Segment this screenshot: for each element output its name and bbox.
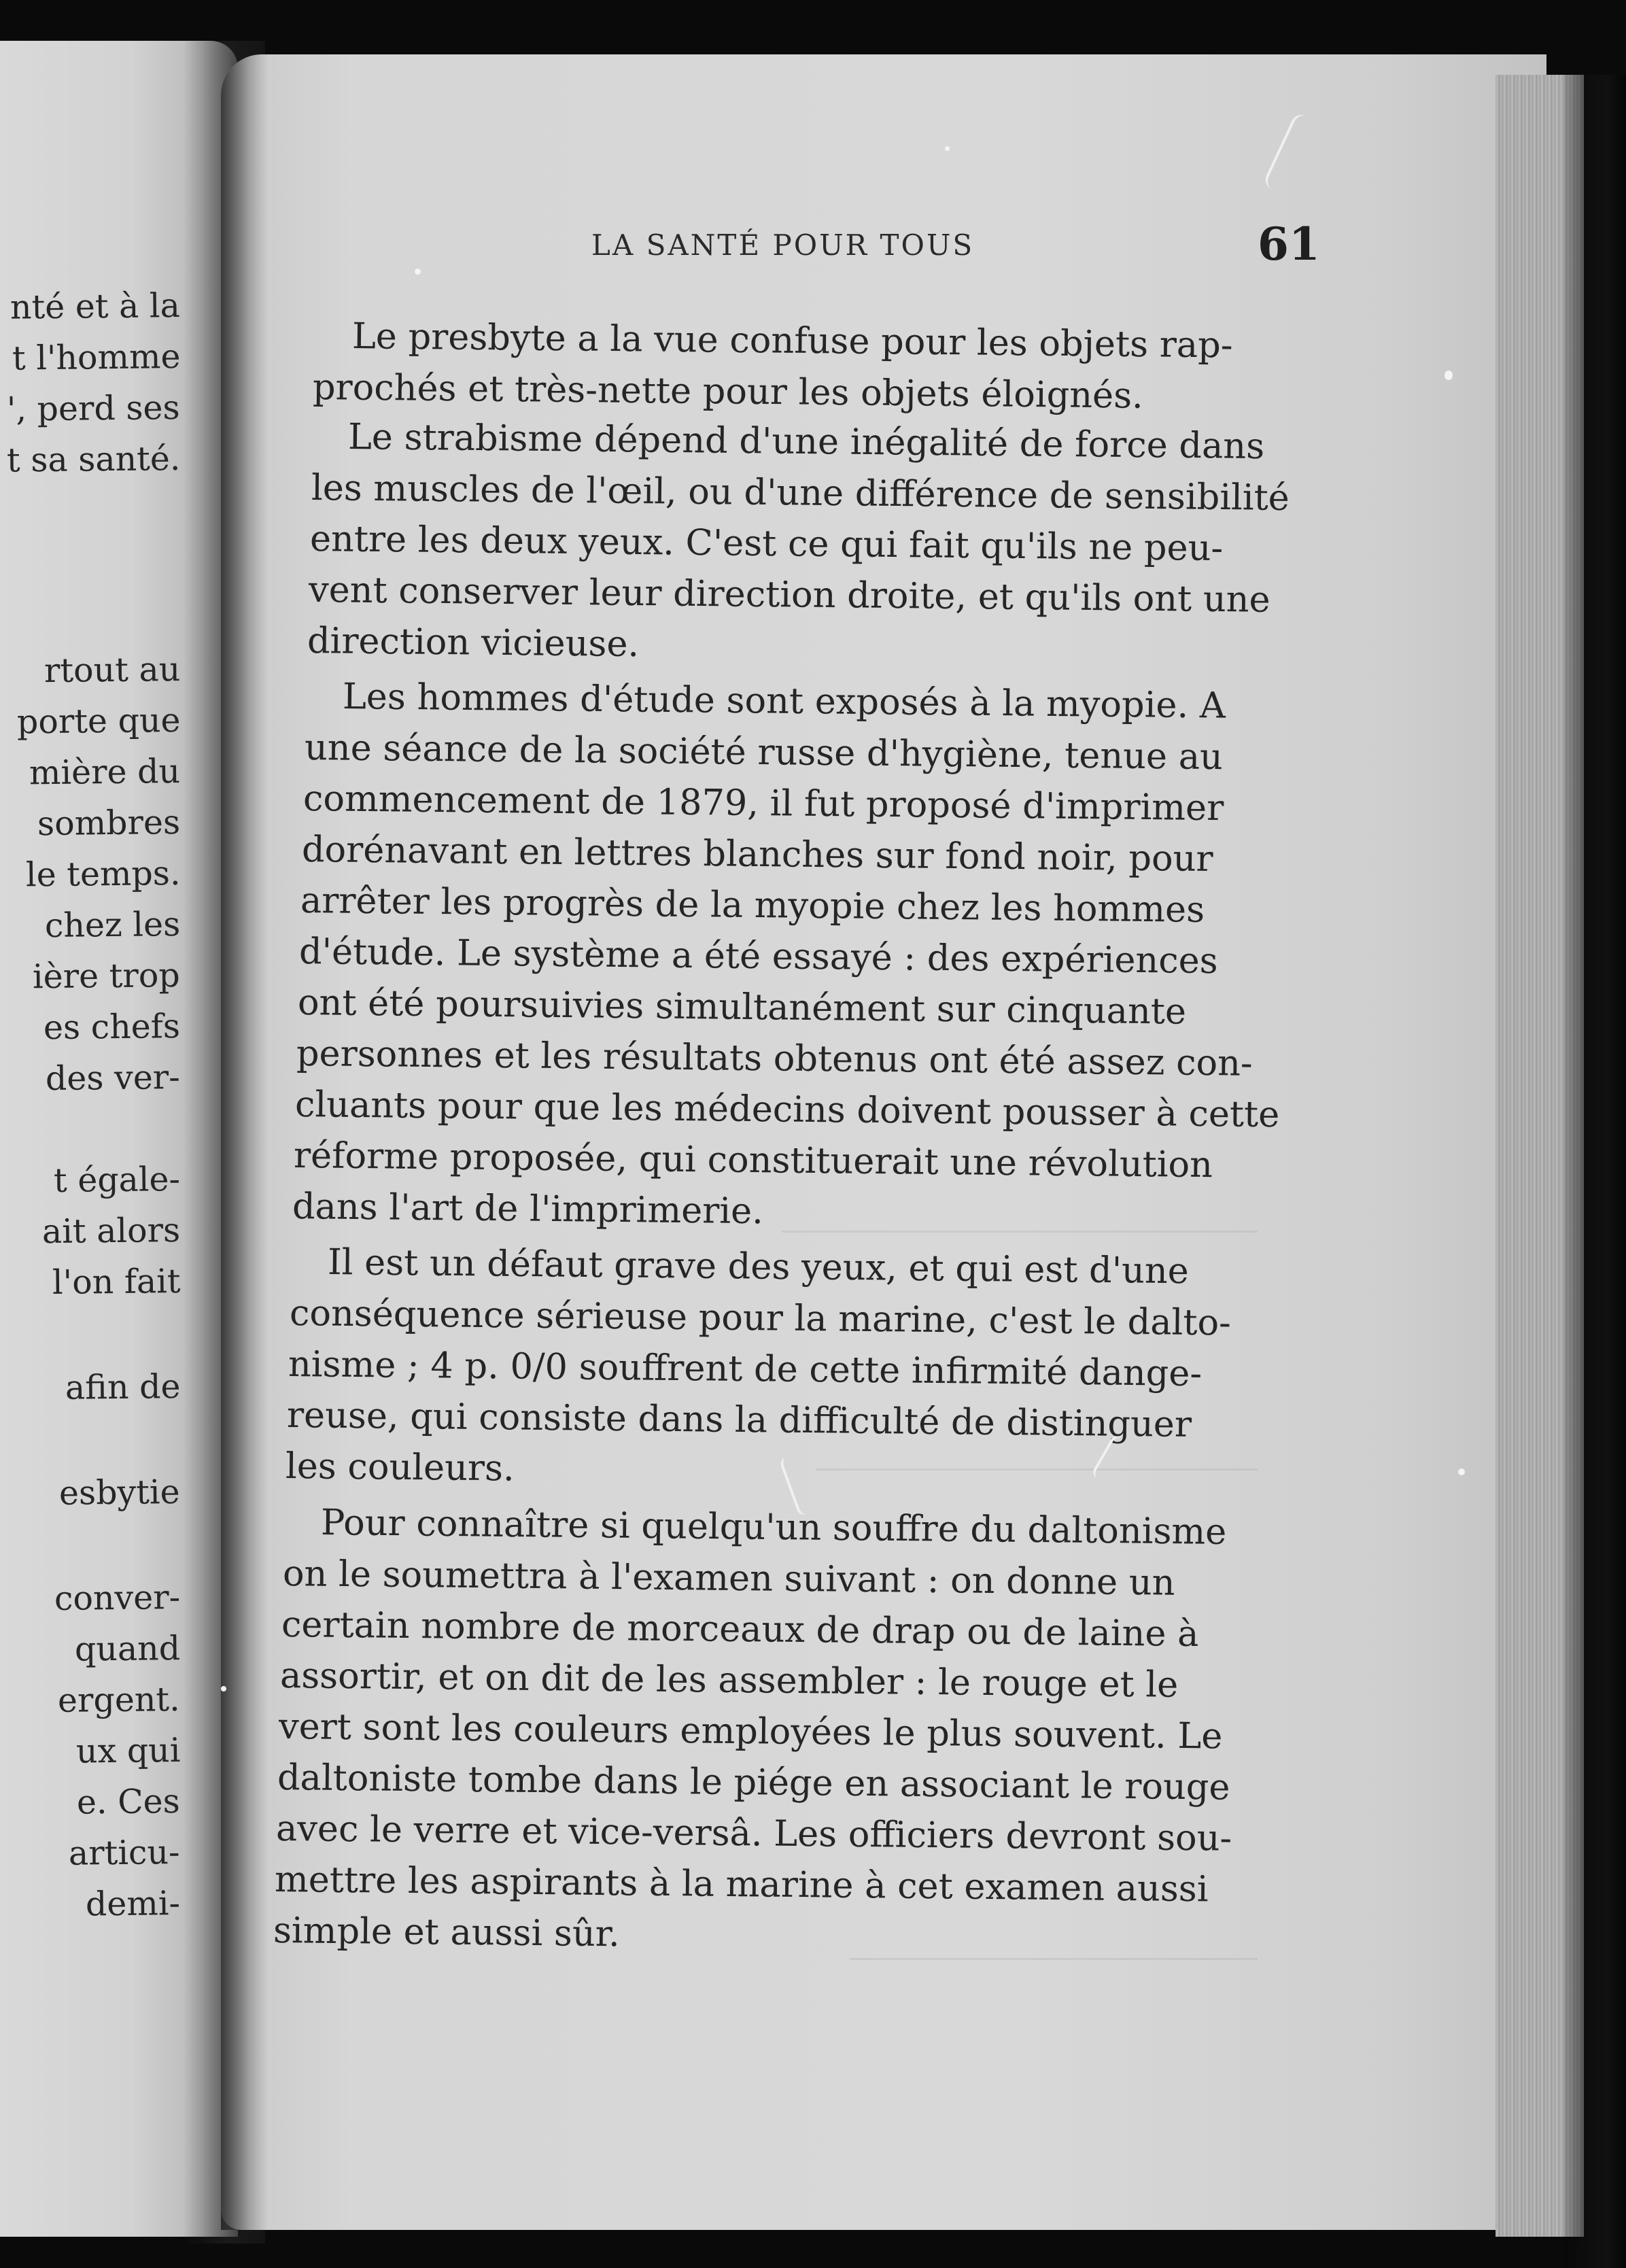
text-line: assortir, et on dit de les assembler : le rouge et le [279, 1655, 1179, 1706]
left-page-line: t sa santé. [6, 439, 181, 480]
text-line: nisme ; 4 p. 0/0 souffrent de cette infirmité dange- [288, 1343, 1203, 1395]
scan-speck [415, 269, 421, 275]
text-line: les muscles de l'œil, ou d'une différence de sensibilité [311, 467, 1290, 519]
text-line: certain nombre de morceaux de drap ou de laine à [281, 1604, 1199, 1655]
left-page-line: chez les [44, 905, 181, 946]
text-line: vert sont les couleurs employées le plus souvent. Le [278, 1706, 1223, 1757]
left-page-line: rtout au [44, 650, 181, 691]
left-page-line: le temps. [25, 854, 181, 895]
text-line: d'étude. Le système a été essayé : des expériences [298, 931, 1219, 982]
text-line: Il est un défaut grave des yeux, et qui est d'une [327, 1241, 1190, 1292]
text-line: on le soumettra à l'examen suivant : on donne un [282, 1553, 1175, 1604]
text-line: vent conserver leur direction droite, et qu'ils ont une [308, 569, 1270, 621]
text-line: les couleurs. [285, 1445, 515, 1490]
left-page-line: es chefs [43, 1007, 181, 1048]
text-line: mettre les aspirants à la marine à cet examen aussi [274, 1859, 1209, 1910]
left-page-line: sombres [37, 803, 181, 844]
left-page-line: conver- [54, 1578, 181, 1618]
text-line: Le presbyte a la vue confuse pour les objets rap- [351, 315, 1233, 366]
text-line: dans l'art de l'imprimerie. [292, 1186, 764, 1233]
left-page-line: ergent. [58, 1680, 181, 1720]
scan-speck [1445, 371, 1453, 380]
text-line: direction vicieuse. [307, 620, 640, 666]
text-line: avec le verre et vice-versâ. Les officiers devront sou- [275, 1808, 1232, 1859]
text-line: ont été poursuivies simultanément sur cinquante [297, 982, 1187, 1033]
text-line: simple et aussi sûr. [273, 1910, 621, 1955]
text-line: entre les deux yeux. C'est ce qui fait qu'ils ne peu- [309, 518, 1224, 570]
left-page-line: l'on fait [52, 1262, 181, 1302]
scan-speck [945, 146, 950, 151]
text-line: prochés et très-nette pour les objets éloignés. [312, 366, 1144, 417]
left-page-line: nté et à la [10, 286, 181, 327]
text-line: cluants pour que les médecins doivent pousser à cette [294, 1084, 1280, 1136]
text-line: dorénavant en lettres blanches sur fond noir, pour [301, 829, 1213, 880]
left-page-line: demi- [85, 1884, 181, 1924]
left-page-line: porte que [16, 701, 181, 742]
text-line: réforme proposée, qui constituerait une révolution [293, 1135, 1213, 1186]
left-page-line: quand [74, 1629, 181, 1669]
text-line: commencement de 1879, il fut proposé d'imprimer [302, 778, 1224, 829]
text-line: Le strabisme dépend d'une inégalité de force dans [347, 416, 1265, 468]
left-page-line: esbytie [59, 1473, 181, 1513]
scan-speck [1458, 1468, 1465, 1475]
left-page-line: ait alors [41, 1211, 181, 1252]
text-line: une séance de la société russe d'hygiène, tenue au [304, 727, 1224, 778]
left-page-line: t l'homme [12, 337, 181, 378]
text-line: reuse, qui consiste dans la difficulté de distinguer [286, 1394, 1192, 1445]
left-page-line: des ver- [45, 1058, 181, 1099]
left-page-line: ux qui [75, 1731, 181, 1771]
left-page-line: ière trop [33, 956, 181, 997]
text-line: daltoniste tombe dans le piége en associant le rouge [277, 1757, 1230, 1808]
scan-speck [221, 1686, 226, 1691]
left-page-line: articu- [69, 1833, 181, 1873]
left-page-line: ', perd ses [7, 388, 181, 429]
left-page-line: afin de [65, 1367, 181, 1407]
text-line: Pour connaître si quelqu'un souffre du daltonisme [320, 1502, 1227, 1553]
left-page-line: e. Ces [76, 1782, 181, 1822]
page-number: 61 [1258, 218, 1320, 271]
running-head: LA SANTÉ POUR TOUS [591, 228, 975, 262]
text-line: personnes et les résultats obtenus ont été assez con- [296, 1033, 1253, 1084]
left-page-line: t égale- [53, 1160, 181, 1200]
text-line: arrêter les progrès de la myopie chez les hommes [300, 880, 1205, 931]
text-line: conséquence sérieuse pour la marine, c'est le dalto- [289, 1292, 1232, 1344]
text-line: Les hommes d'étude sont exposés à la myopie. A [342, 676, 1226, 727]
left-page-line: mière du [29, 752, 181, 793]
